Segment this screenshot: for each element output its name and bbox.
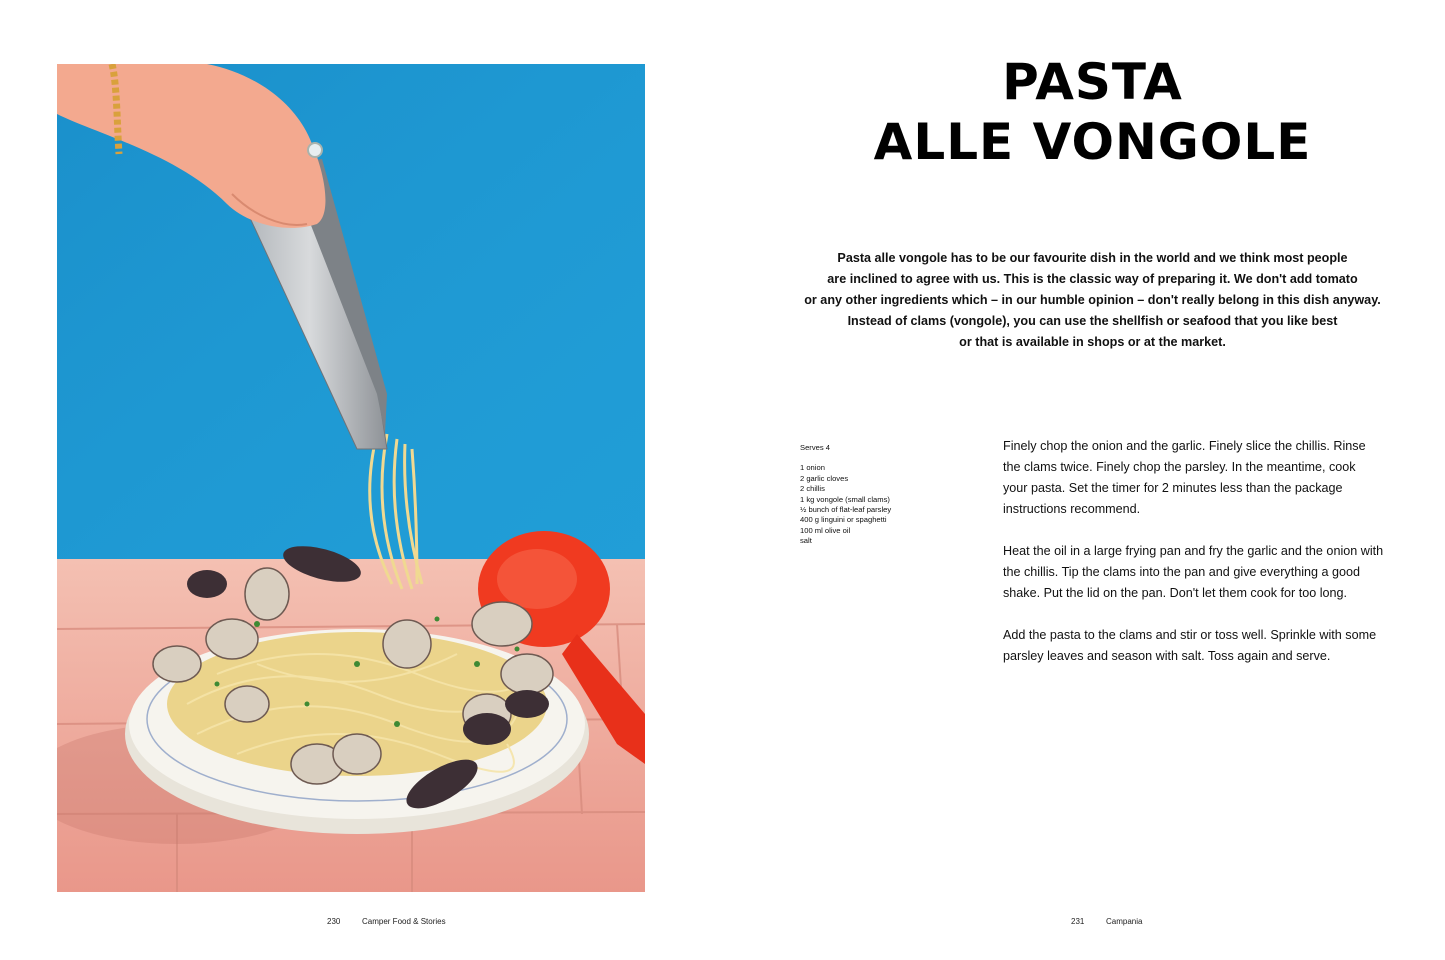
method-line: instructions recommend.: [1003, 502, 1141, 516]
right-folio: [1071, 917, 1142, 926]
method-line: parsley leaves and season with salt. Toss again and serve.: [1003, 649, 1331, 663]
method-line: your pasta. Set the timer for 2 minutes less than the package: [1003, 481, 1343, 495]
ingredient-item: 100 ml olive oil: [800, 525, 851, 535]
recipe-photo: [57, 64, 645, 892]
ingredients-list: [800, 443, 970, 547]
method-line: Heat the oil in a large frying pan and fry the garlic and the onion with: [1003, 544, 1384, 558]
intro-line: or that is available in shops or at the market.: [959, 335, 1226, 349]
ingredient-item: 2 chillis: [800, 484, 825, 494]
ingredient-item: 1 kg vongole (small clams): [800, 494, 890, 504]
left-folio: [327, 917, 446, 926]
method-line: shake. Put the lid on the pan. Don't let them cook for too long.: [1003, 586, 1348, 600]
recipe-title-line-1: PASTA: [1002, 53, 1183, 111]
method-paragraph-3: [1003, 625, 1398, 667]
intro-line: are inclined to agree with us. This is the classic way of preparing it. We don't add tomato: [827, 272, 1358, 286]
intro-line: or any other ingredients which – in our humble opinion – don't really belong in this dish anyway.: [804, 293, 1381, 307]
method-paragraph-1: [1003, 436, 1398, 520]
method-paragraph-2: [1003, 541, 1398, 604]
running-title-right: Campania: [1106, 917, 1143, 926]
ingredient-item: ½ bunch of flat-leaf parsley: [800, 505, 892, 515]
ingredient-item: 1 onion: [800, 463, 825, 473]
intro-line: Instead of clams (vongole), you can use the shellfish or seafood that you like best: [847, 314, 1338, 328]
ingredient-item: 400 g linguini or spaghetti: [800, 515, 887, 525]
ingredient-item: 2 garlic cloves: [800, 473, 849, 483]
intro-line: Pasta alle vongole has to be our favourite dish in the world and we think most people: [837, 251, 1348, 265]
method-line: Finely chop the onion and the garlic. Finely slice the chillis. Rinse: [1003, 439, 1366, 453]
recipe-title-line-2: ALLE VONGOLE: [873, 113, 1312, 171]
serves-label: Serves 4: [800, 443, 830, 452]
recipe-title: [830, 52, 1355, 172]
method-line: Add the pasta to the clams and stir or toss well. Sprinkle with some: [1003, 628, 1377, 642]
ingredient-items: [800, 463, 970, 546]
method-steps: [1003, 436, 1398, 688]
ingredient-item: salt: [800, 536, 812, 546]
method-line: the chillis. Tip the clams into the pan and give everything a good: [1003, 565, 1361, 579]
running-title-left: Camper Food & Stories: [362, 917, 446, 926]
page-number-left: 230: [327, 917, 341, 926]
photo-illustration: [57, 64, 645, 892]
recipe-intro: [795, 248, 1390, 353]
page-number-right: 231: [1071, 917, 1085, 926]
method-line: the clams twice. Finely chop the parsley. In the meantime, cook: [1003, 460, 1356, 474]
